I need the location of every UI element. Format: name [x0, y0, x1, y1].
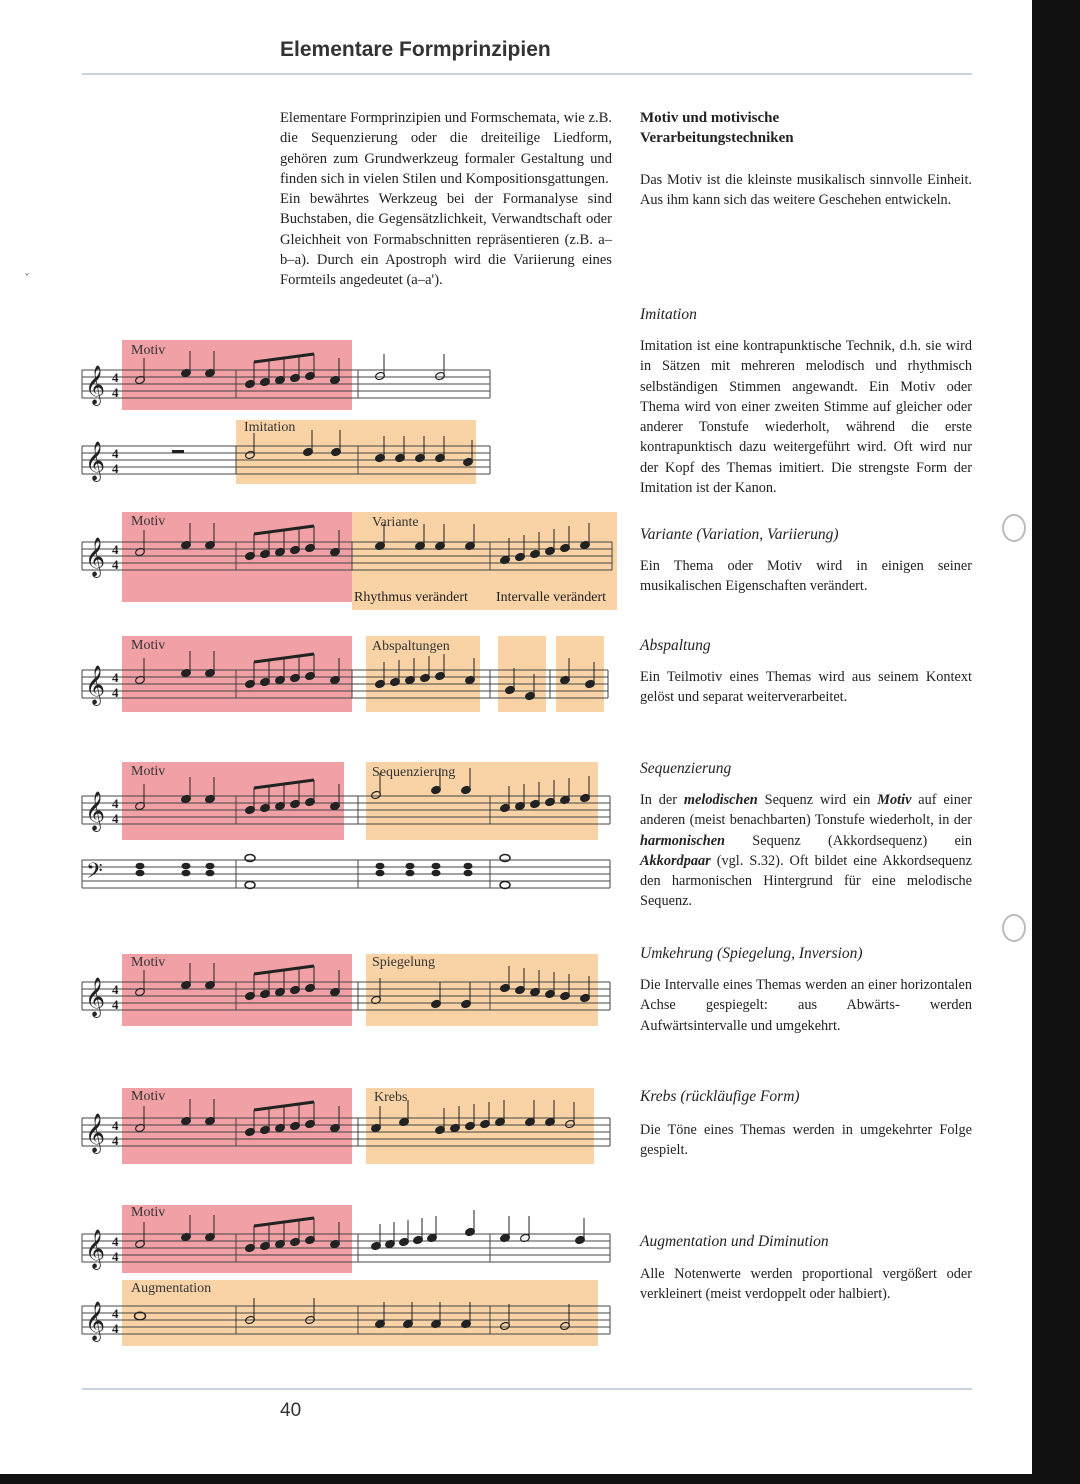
- footer-rule: [82, 1388, 972, 1390]
- imitation-title: Imitation: [640, 306, 697, 323]
- label-rhythmus-veraendert: Rhythmus verändert: [354, 590, 468, 605]
- label-abspaltungen: Abspaltungen: [372, 639, 450, 654]
- bass-chord-note: [376, 863, 385, 870]
- motiv-description: Das Motiv ist die kleinste musikalisch sinnvolle Einheit. Aus ihm kann sich das weitere Geschehen entwickeln.: [640, 172, 972, 209]
- abspaltung-highlight-2: [498, 636, 546, 712]
- label-spiegelung: Spiegelung: [372, 955, 435, 970]
- staff-5-time-bottom: 4: [112, 997, 119, 1012]
- staff-2-time-top: 4: [112, 542, 119, 557]
- abspaltung-title: Abspaltung: [640, 637, 711, 654]
- bass-chord-note: [432, 870, 441, 877]
- rest: [172, 450, 184, 453]
- label-variante: Variante: [372, 515, 419, 530]
- staff-5-time-top: 4: [112, 982, 119, 997]
- label-sequenzierung: Sequenzierung: [372, 765, 456, 780]
- bass-chord-note: [406, 870, 415, 877]
- staff-1b-clef: 𝄞: [85, 441, 106, 481]
- imitation-description: Imitation ist eine kontrapunktische Technik, d.h. sie wird in Sätzen mit mehreren melodisch und rhythmisch selbständigen Stimmen angewandt. Ein Motiv oder Thema wird von einer zweiten Stimme auf gleicher oder anderer Tonstufe wiederholt, während die erste kontrapunktisch dazu weitergeführt wird. Oft wird nur der Kopf des Themas imitiert. Die strengste Form der Imitation ist der Kanon.: [640, 338, 972, 497]
- staff-7a-time-bottom: 4: [112, 1249, 119, 1264]
- intro-paragraph-1: Elementare Formprinzipien und Formschemata, wie z.B. die Sequenzierung oder die dreiteilige Liedform, gehören zum Grundwerkzeug formaler Gestaltung und finden sich in vielen Stilen und Kompositionsgattungen.: [280, 110, 612, 187]
- bass-chord-note: [432, 863, 441, 870]
- staff-4b-clef: 𝄢: [86, 859, 103, 889]
- staff-3-clef: 𝄞: [85, 665, 106, 705]
- staff-7b-time-top: 4: [112, 1306, 119, 1321]
- staff-2-clef: 𝄞: [85, 537, 106, 577]
- label-krebs: Krebs: [374, 1090, 408, 1105]
- scan-mark: ˇ: [24, 272, 30, 286]
- krebs-title: Krebs (rückläufige Form): [640, 1088, 800, 1105]
- staff-2-time-bottom: 4: [112, 557, 119, 572]
- abspaltung-description: Ein Teilmotiv eines Themas wird aus seinem Kontext gelöst und separat weiterverarbeitet.: [640, 669, 972, 706]
- staff-1b-time-top: 4: [112, 446, 119, 461]
- sequenz-title: Sequenzierung: [640, 760, 732, 777]
- variante-description: Ein Thema oder Motiv wird in einigen seiner musikalischen Eigenschaften verändert.: [640, 558, 972, 595]
- staff-1a-time-top: 4: [112, 370, 119, 385]
- intro-paragraph-2: Ein bewährtes Werkzeug bei der Formanalyse sind Buchstaben, die Gegensätzlichkeit, Verwandtschaft oder Gleichheit von Formabschnitten repräsentieren (z.B. a–b–a). Durch ein Apostroph wird die Variierung eines Formteils angedeutet (a–a').: [280, 191, 612, 289]
- bass-chord-note: [182, 863, 191, 870]
- label-motiv-2: Motiv: [131, 514, 166, 529]
- krebs-description: Die Töne eines Themas werden in umgekehrter Folge gespielt.: [640, 1122, 972, 1159]
- staff-3-time-top: 4: [112, 670, 119, 685]
- bass-chord-note: [182, 870, 191, 877]
- label-motiv-7: Motiv: [131, 1205, 166, 1220]
- label-motiv-3: Motiv: [131, 638, 166, 653]
- staff-6-time-top: 4: [112, 1118, 119, 1133]
- sidebar-heading: Motiv und motivische Verarbeitungstechniken: [640, 110, 794, 146]
- page-title: Elementare Formprinzipien: [280, 38, 551, 61]
- staff-4a-clef: 𝄞: [85, 791, 106, 831]
- bass-whole-note: [500, 882, 510, 889]
- staff-4a-time-bottom: 4: [112, 811, 119, 826]
- bass-chord-note: [206, 870, 215, 877]
- umkehrung-description: Die Intervalle eines Themas werden an einer horizontalen Achse gespiegelt: aus Abwärts- werden Aufwärtsintervalle und umgekehrt.: [640, 977, 972, 1034]
- bass-chord-note: [136, 863, 145, 870]
- label-motiv-1: Motiv: [131, 343, 166, 358]
- sequenz-description: In der melodischen Sequenz wird ein Motiv auf einer anderen (meist benachbarten) Tonstufe wiederholt, in der harmonischen Sequenz (Akkordsequenz) ein Akkordpaar (vgl. S.32). Oft bildet eine Akkordsequenz den harmonischen Hintergrund für eine melodische Sequenz.: [640, 792, 972, 910]
- staff-6-time-bottom: 4: [112, 1133, 119, 1148]
- bass-chord-note: [406, 863, 415, 870]
- bass-whole-note: [245, 882, 255, 889]
- bass-chord-note: [206, 863, 215, 870]
- bass-chord-note: [464, 863, 473, 870]
- staff-7b-clef: 𝄞: [85, 1301, 106, 1341]
- label-motiv-4: Motiv: [131, 764, 166, 779]
- staff-6-clef: 𝄞: [85, 1113, 106, 1153]
- label-motiv-6: Motiv: [131, 1089, 166, 1104]
- staff-3-time-bottom: 4: [112, 685, 119, 700]
- bass-chord-note: [376, 870, 385, 877]
- label-motiv-5: Motiv: [131, 955, 166, 970]
- staff-5-clef: 𝄞: [85, 977, 106, 1017]
- staff-7b-time-bottom: 4: [112, 1321, 119, 1336]
- label-imitation: Imitation: [244, 420, 296, 435]
- staff-1a-clef: 𝄞: [85, 365, 106, 405]
- staff-1b-time-bottom: 4: [112, 461, 119, 476]
- staff-1a-time-bottom: 4: [112, 385, 119, 400]
- label-augmentation: Augmentation: [131, 1281, 212, 1296]
- label-intervalle-veraendert: Intervalle verändert: [496, 590, 606, 605]
- staff-4a-time-top: 4: [112, 796, 119, 811]
- staff-7a-time-top: 4: [112, 1234, 119, 1249]
- variante-title: Variante (Variation, Variierung): [640, 526, 839, 543]
- page-number: 40: [280, 1400, 302, 1421]
- umkehrung-title: Umkehrung (Spiegelung, Inversion): [640, 945, 863, 962]
- abspaltung-highlight-3: [556, 636, 604, 712]
- bass-chord-note: [464, 870, 473, 877]
- bass-chord-note: [136, 870, 145, 877]
- augmentation-description: Alle Notenwerte werden proportional vergößert oder verkleinert (meist verdoppelt oder halbiert).: [640, 1266, 972, 1303]
- augmentation-title: Augmentation und Diminution: [640, 1233, 829, 1250]
- staff-7a-clef: 𝄞: [85, 1229, 106, 1269]
